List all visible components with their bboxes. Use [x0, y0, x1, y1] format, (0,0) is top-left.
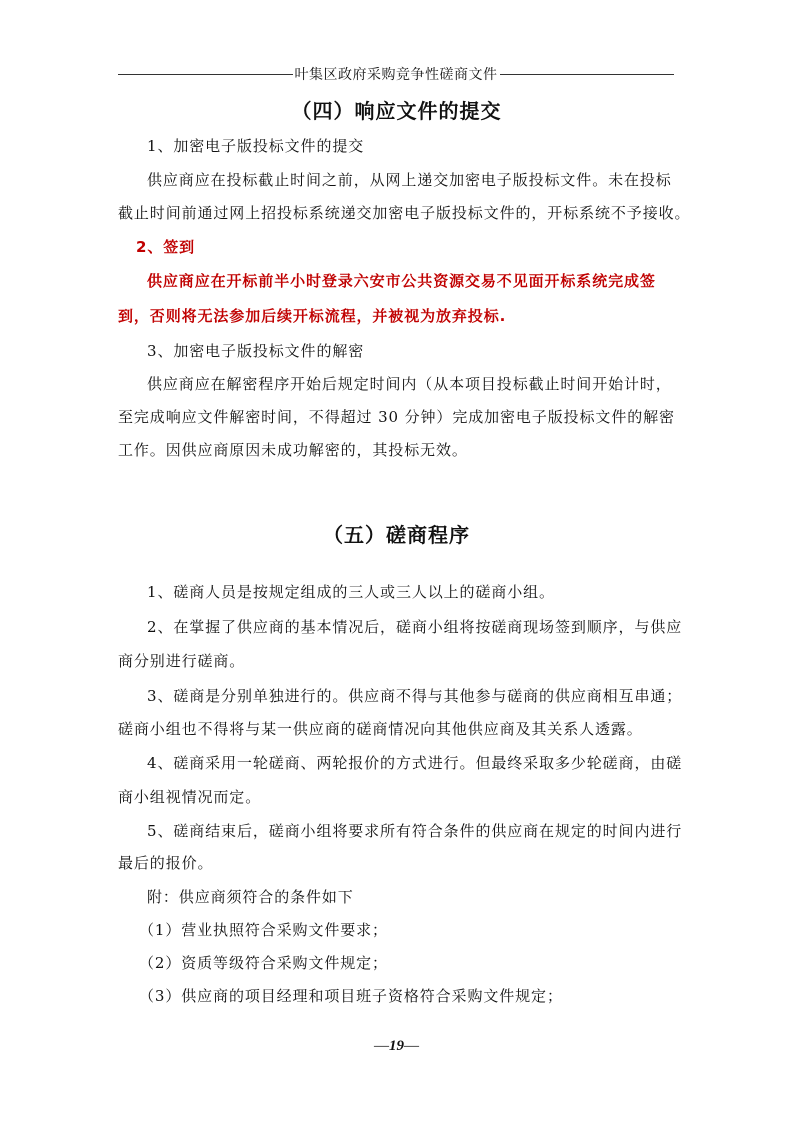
section-5-para-2-line-1: 2、在掌握了供应商的基本情况后，磋商小组将按磋商现场签到顺序，与供应 — [147, 618, 683, 636]
section-4-item-2-title: 2、签到 — [136, 238, 196, 256]
section-4-item-3-line-2: 至完成响应文件解密时间，不得超过 30 分钟）完成加密电子版投标文件的解密 — [118, 408, 675, 426]
section-5-para-3-line-2: 磋商小组也不得将与某一供应商的磋商情况向其他供应商及其关系人透露。 — [118, 720, 643, 738]
section-5-para-1: 1、磋商人员是按规定组成的三人或三人以上的磋商小组。 — [147, 583, 555, 601]
header-title: 叶集区政府采购竞争性磋商文件 — [294, 67, 498, 83]
section-4-item-1-title: 1、加密电子版投标文件的提交 — [147, 137, 365, 155]
section-5-para-4-line-2: 商小组视情况而定。 — [118, 788, 262, 806]
section-4-item-3-line-1: 供应商应在解密程序开始后规定时间内（从本项目投标截止时间开始计时， — [147, 375, 672, 393]
section-5-para-2-line-2: 商分别进行磋商。 — [118, 652, 246, 670]
header-rule-right — [500, 74, 675, 75]
page-number: 19 — [389, 1038, 404, 1054]
section-4-item-3-line-3: 工作。因供应商原因未成功解密的，其投标无效。 — [118, 441, 468, 459]
section-5-heading: （五）磋商程序 — [323, 523, 470, 547]
footer-dash-right: — — [404, 1038, 419, 1054]
section-5-para-5-line-1: 5、磋商结束后，磋商小组将要求所有符合条件的供应商在规定的时间内进行 — [147, 822, 683, 840]
section-5-para-5-line-2: 最后的报价。 — [118, 854, 214, 872]
section-4-item-3-title: 3、加密电子版投标文件的解密 — [147, 342, 365, 360]
section-5-para-3-line-1: 3、磋商是分别单独进行的。供应商不得与其他参与磋商的供应商相互串通； — [147, 687, 683, 705]
section-5-para-4-line-1: 4、磋商采用一轮磋商、两轮报价的方式进行。但最终采取多少轮磋商，由磋 — [147, 754, 683, 772]
page-footer — [0, 1038, 793, 1055]
section-4-item-2-line-1: 供应商应在开标前半小时登录六安市公共资源交易不见面开标系统完成签 — [147, 272, 656, 290]
section-5-condition-1: （1）营业执照符合采购文件要求； — [139, 921, 388, 939]
section-5-appendix: 附：供应商须符合的条件如下 — [147, 888, 354, 906]
footer-dash-left: — — [374, 1038, 389, 1054]
section-4-heading: （四）响应文件的提交 — [291, 99, 502, 123]
section-4-item-1-line-1: 供应商应在投标截止时间之前，从网上递交加密电子版投标文件。未在投标 — [147, 171, 672, 189]
section-5-condition-3: （3）供应商的项目经理和项目班子资格符合采购文件规定； — [139, 987, 563, 1005]
header-rule-left — [118, 74, 293, 75]
section-5-condition-2: （2）资质等级符合采购文件规定； — [139, 954, 388, 972]
section-4-item-2-line-2: 到，否则将无法参加后续开标流程，并被视为放弃投标. — [118, 307, 507, 325]
running-header — [118, 64, 674, 84]
section-4-item-1-line-2: 截止时间前通过网上招投标系统递交加密电子版投标文件的，开标系统不予接收。 — [118, 204, 691, 222]
